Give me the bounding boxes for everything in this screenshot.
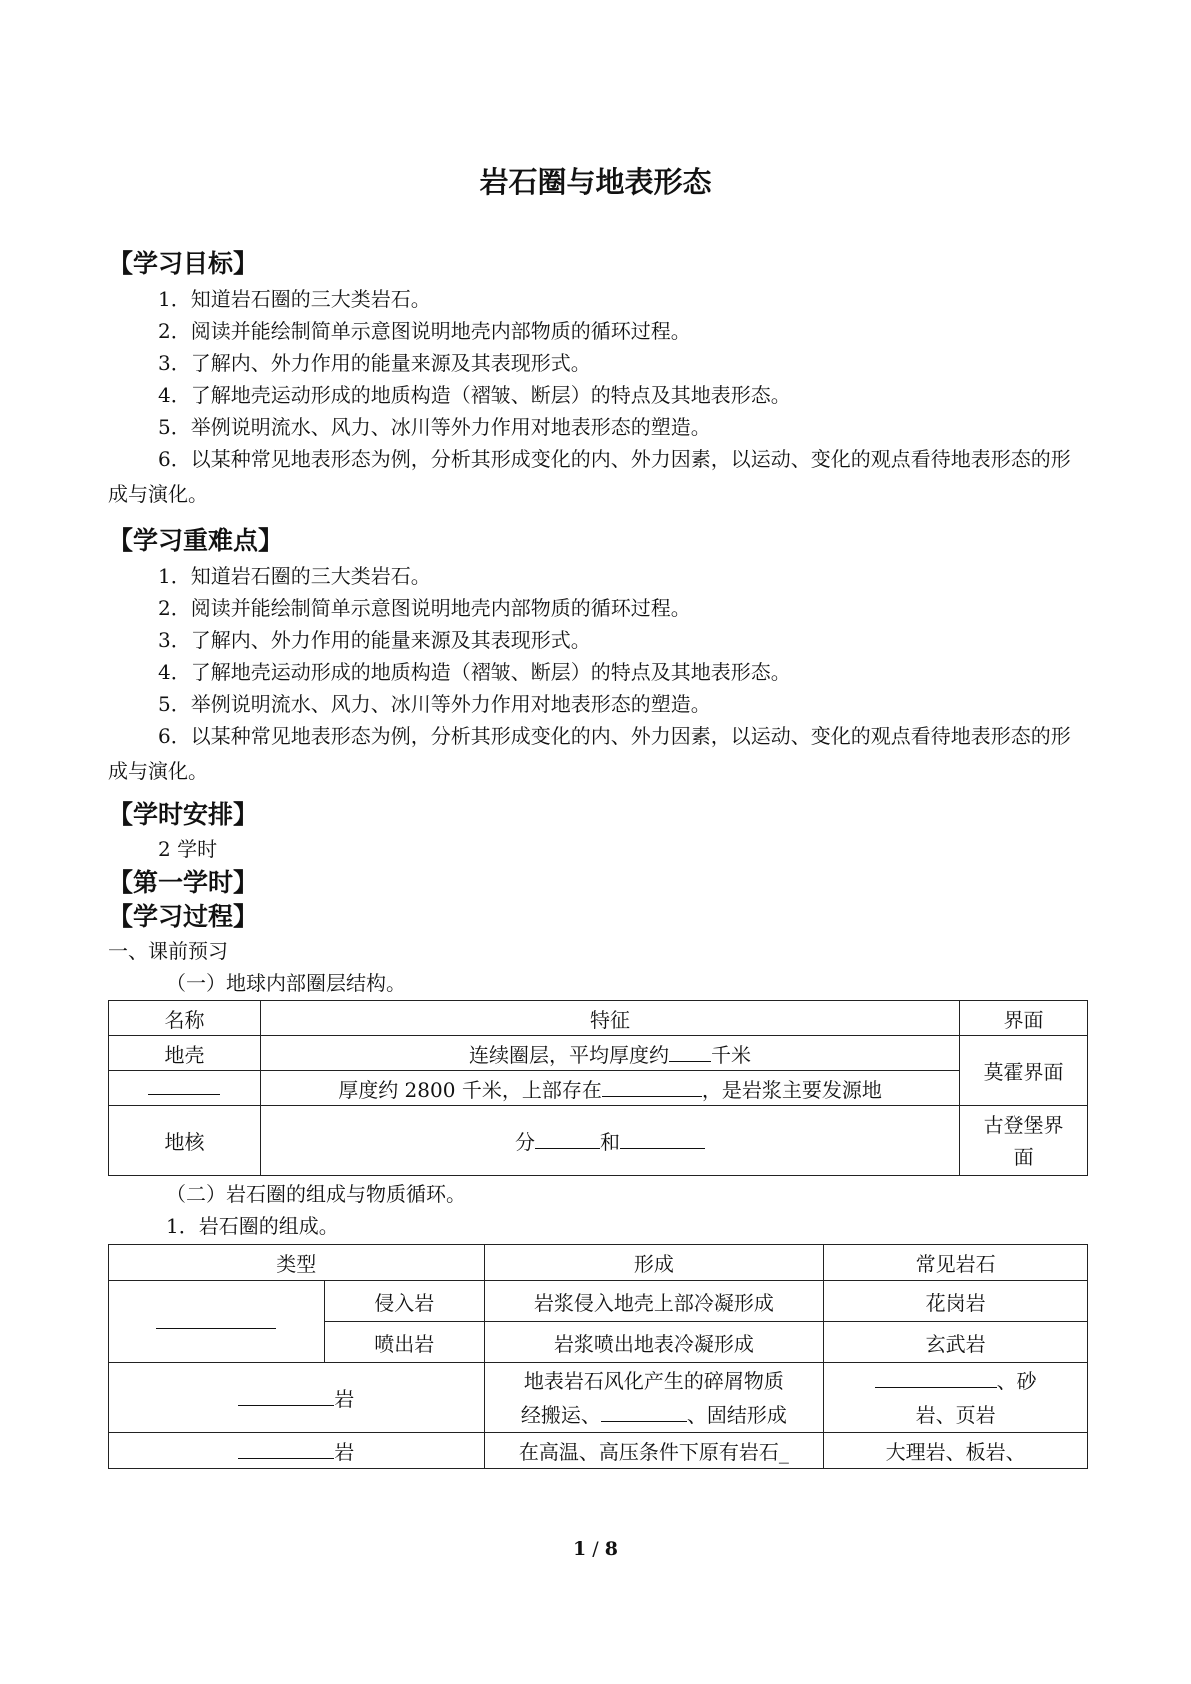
table-cell <box>960 1106 1088 1176</box>
section-heading: （一）地球内部圈层结构。 <box>166 971 406 995</box>
table-header: 特征 <box>260 1001 959 1036</box>
cell-text: 地表岩石风化产生的碎屑物质 <box>523 1368 784 1393</box>
page-number <box>0 1538 1191 1560</box>
cell-text: 千米 <box>711 1042 752 1067</box>
cell-text: 岩 <box>334 1387 355 1411</box>
cell-text: ，是岩浆主要发源地 <box>701 1077 882 1102</box>
schedule-heading: 【学时安排】 <box>108 800 259 829</box>
table-cell: 花岗岩 <box>824 1281 1088 1322</box>
cell-text: 厚度约 2800 千米，上部存在 <box>338 1077 602 1102</box>
objectives-heading: 【学习目标】 <box>108 249 259 278</box>
table-cell <box>109 1071 261 1106</box>
table-cell <box>484 1363 824 1433</box>
table-cell: 喷出岩 <box>324 1322 484 1363</box>
process-heading: 【学习过程】 <box>108 902 259 931</box>
section-heading: 1．岩石圈的组成。 <box>166 1214 339 1238</box>
fill-blank[interactable] <box>238 1387 334 1406</box>
section-heading: （二）岩石圈的组成与物质循环。 <box>166 1182 466 1206</box>
objective-item: 4．了解地壳运动形成的地质构造（褶皱、断层）的特点及其地表形态。 <box>158 383 791 407</box>
fill-blank[interactable] <box>620 1130 705 1149</box>
schedule-text: 2 学时 <box>158 837 218 861</box>
key-point-item: 1．知道岩石圈的三大类岩石。 <box>158 564 431 588</box>
page-title: 岩石圈与地表形态 <box>479 165 712 199</box>
fill-blank[interactable] <box>156 1310 276 1329</box>
cell-text: 岩、页岩 <box>915 1402 996 1427</box>
cell-text: 岩 <box>334 1440 355 1464</box>
table-cell: 在高温、高压条件下原有岩石_ <box>484 1433 824 1469</box>
table-cell <box>109 1433 485 1469</box>
cell-text: 和 <box>600 1130 621 1154</box>
preview-heading: 一、课前预习 <box>108 939 228 963</box>
table-header: 形成 <box>484 1245 824 1281</box>
table-cell: 地核 <box>109 1106 261 1176</box>
page-separator: / <box>586 1538 605 1560</box>
page-current: 1 <box>573 1538 587 1560</box>
cell-text: 、固结形成 <box>686 1402 787 1427</box>
objective-item: 2．阅读并能绘制简单示意图说明地壳内部物质的循环过程。 <box>158 319 691 343</box>
key-point-item: 3．了解内、外力作用的能量来源及其表现形式。 <box>158 628 591 652</box>
table-cell: 玄武岩 <box>824 1322 1088 1363</box>
objective-item: 3．了解内、外力作用的能量来源及其表现形式。 <box>158 351 591 375</box>
page-total: 8 <box>604 1538 618 1560</box>
key-point-item: 5．举例说明流水、风力、冰川等外力作用对地表形态的塑造。 <box>158 692 711 716</box>
cell-text: 面 <box>1013 1144 1034 1169</box>
table-cell <box>109 1363 485 1433</box>
cell-text: 、砂 <box>996 1368 1037 1393</box>
fill-blank[interactable] <box>875 1369 997 1388</box>
table-cell: 岩浆侵入地壳上部冷凝形成 <box>484 1281 824 1322</box>
key-points-heading: 【学习重难点】 <box>108 526 284 555</box>
objective-item: 5．举例说明流水、风力、冰川等外力作用对地表形态的塑造。 <box>158 415 711 439</box>
key-point-item: 2．阅读并能绘制简单示意图说明地壳内部物质的循环过程。 <box>158 596 691 620</box>
table-header: 界面 <box>960 1001 1088 1036</box>
fill-blank[interactable] <box>669 1043 711 1062</box>
key-point-item: 4．了解地壳运动形成的地质构造（褶皱、断层）的特点及其地表形态。 <box>158 660 791 684</box>
table-cell <box>260 1071 959 1106</box>
layer-structure-table <box>108 1000 1088 1176</box>
fill-blank[interactable] <box>148 1076 220 1095</box>
table-cell: 地壳 <box>109 1036 261 1071</box>
table-cell <box>260 1106 959 1176</box>
cell-text: 经搬运、 <box>520 1402 601 1427</box>
table-cell <box>824 1363 1088 1433</box>
cell-text: 分 <box>515 1130 536 1154</box>
objective-item: 1．知道岩石圈的三大类岩石。 <box>158 287 431 311</box>
fill-blank[interactable] <box>602 1078 702 1097</box>
table-header: 类型 <box>109 1245 485 1281</box>
key-point-item: 6．以某种常见地表形态为例，分析其形成变化的内、外力因素，以运动、变化的观点看待地表形态的形成与演化。 <box>108 724 1071 783</box>
fill-blank[interactable] <box>535 1130 600 1149</box>
fill-blank[interactable] <box>238 1440 334 1459</box>
table-header: 常见岩石 <box>824 1245 1088 1281</box>
cell-text: 连续圈层，平均厚度约 <box>469 1042 670 1067</box>
table-cell <box>260 1036 959 1071</box>
table-cell: 莫霍界面 <box>960 1036 1088 1106</box>
table-cell <box>109 1281 325 1363</box>
rock-types-table <box>108 1244 1088 1469</box>
table-cell: 岩浆喷出地表冷凝形成 <box>484 1322 824 1363</box>
first-period-heading: 【第一学时】 <box>108 868 259 897</box>
objective-item: 6．以某种常见地表形态为例，分析其形成变化的内、外力因素，以运动、变化的观点看待地表形态的形成与演化。 <box>108 447 1071 506</box>
table-cell: 侵入岩 <box>324 1281 484 1322</box>
table-cell: 大理岩、板岩、 <box>824 1433 1088 1469</box>
cell-text: 古登堡界 <box>983 1112 1064 1137</box>
table-header: 名称 <box>109 1001 261 1036</box>
fill-blank[interactable] <box>601 1403 687 1422</box>
